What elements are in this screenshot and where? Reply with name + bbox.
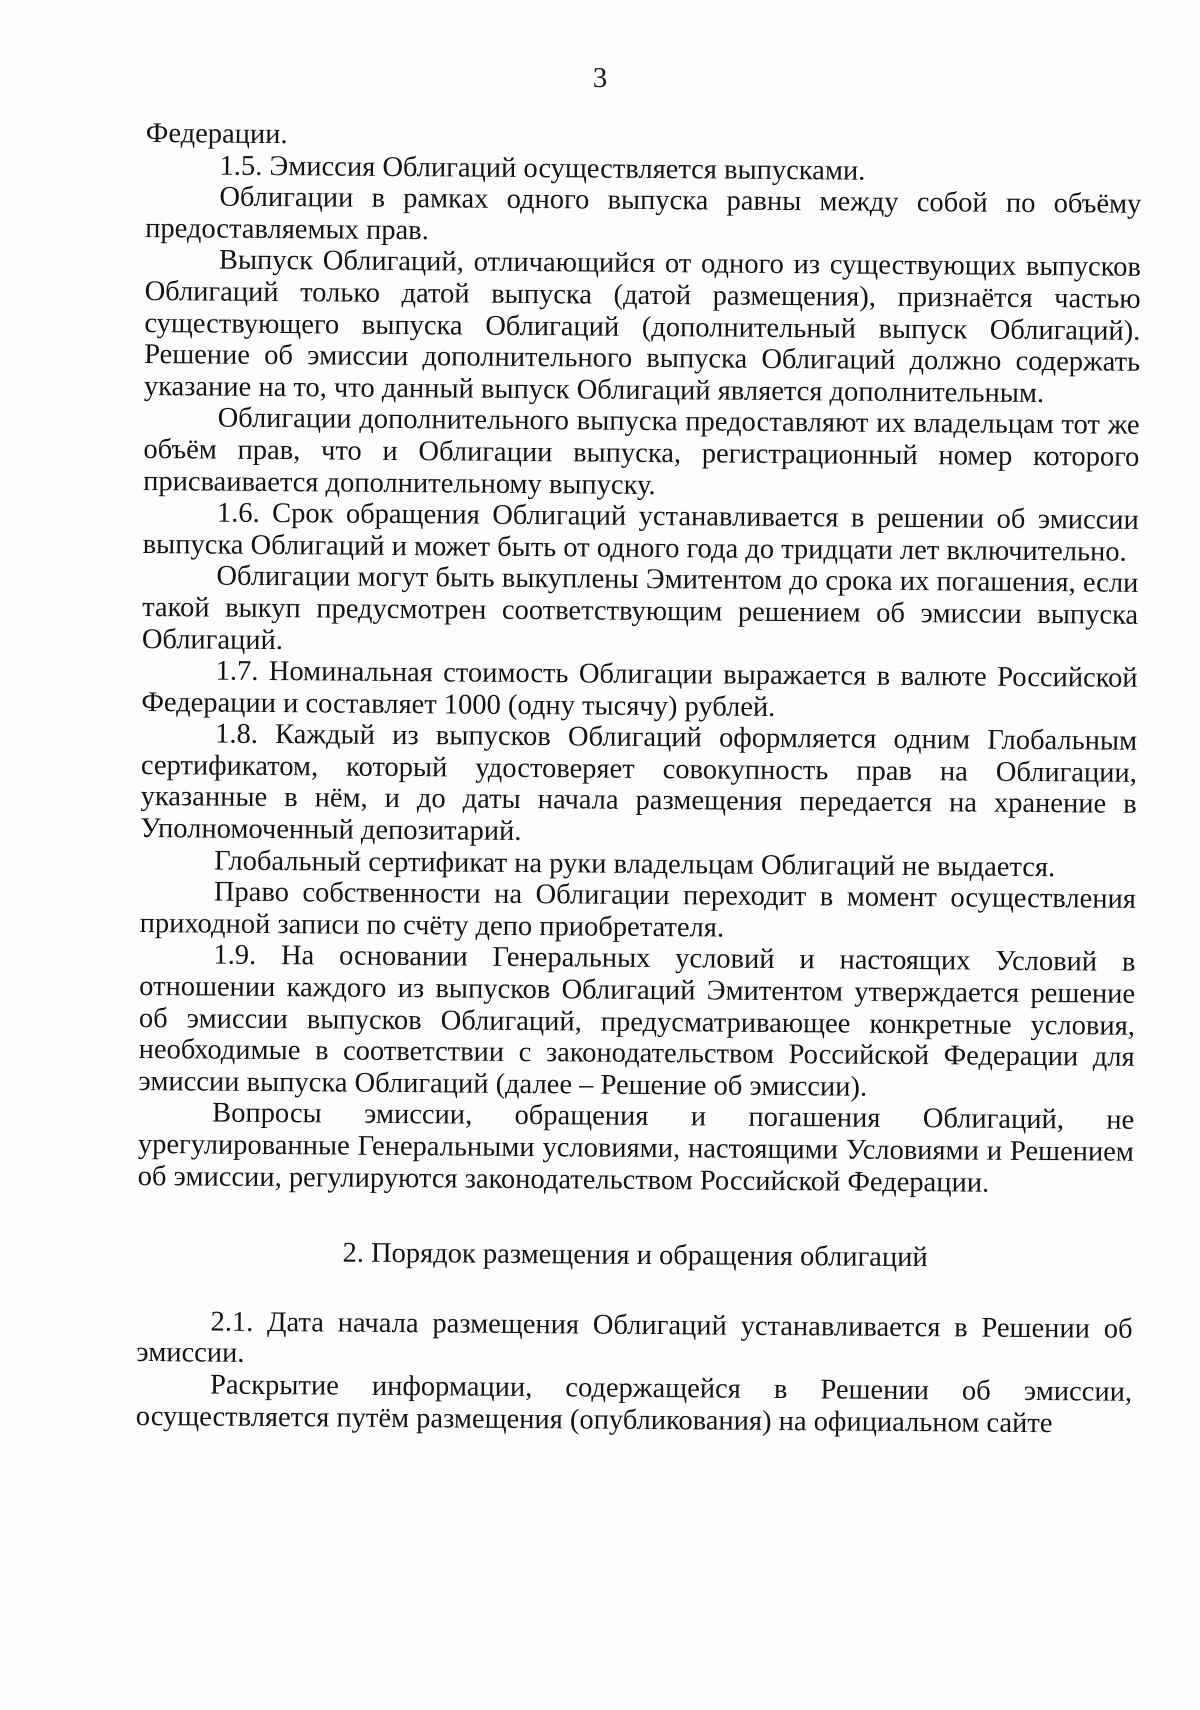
paragraph-1-8: 1.8. Каждый из выпусков Облигаций оформляется одним Глобальным сертификатом, который удостоверяет совокупность прав на Облигации, указанные в нём, и до даты начала размещения передается на хранение в Уполномоченный депозитарий.: [140, 718, 1138, 848]
paragraph: Раскрытие информации, содержащейся в Решении об эмиссии, осуществляется путём размещения (опубликования) на официальном сайте: [135, 1369, 1133, 1439]
document-body: [136, 118, 1142, 1440]
paragraph-2-1: 2.1. Дата начала размещения Облигаций устанавливается в Решении об эмиссии.: [136, 1306, 1133, 1370]
paragraph: Вопросы эмиссии, обращения и погашения Облигаций, не урегулированные Генеральными условиями, настоящими Условиями и Решением об эмиссии, регулируются законодательством Российской Федерации.: [137, 1097, 1135, 1199]
paragraph: Облигации могут быть выкуплены Эмитентом до срока их погашения, если такой выкуп предусмотрен соответствующим решением об эмиссии выпуска Облигаций.: [141, 560, 1139, 656]
section-heading: 2. Порядок размещения и обращения облигаций: [342, 1237, 928, 1274]
paragraph: Глобальный сертификат на руки владельцам Облигаций не выдается.: [214, 845, 1056, 883]
paragraph: Право собственности на Облигации переходит в момент осуществления приходной записи по счёту депо приобретателя.: [139, 876, 1137, 944]
paragraph: Облигации дополнительного выпуска предоставляют их владельцам тот же объём прав, что и Облигации выпуска, регистрационный номер которого присваивается дополнительному выпуску.: [143, 402, 1140, 501]
paragraph-continuation: Федерации.: [145, 118, 288, 151]
paragraph: Выпуск Облигаций, отличающийся от одного из существующих выпусков Облигаций только датой выпуска (датой размещения), признаётся частью существующего выпуска Облигаций (дополнительный выпуск Облигаций). Решение об эмиссии дополнительного выпуска Облигаций должно содержать указание на то, что данный выпуск Облигаций является дополнительным.: [143, 244, 1141, 409]
page-number: 3: [592, 62, 608, 94]
paragraph-1-6: 1.6. Срок обращения Облигаций устанавливается в решении об эмиссии выпуска Облигаций и может быть от одного года до тридцати лет включительно.: [142, 497, 1139, 568]
paragraph-1-9: 1.9. На основании Генеральных условий и настоящих Условий в отношении каждого из выпусков Облигаций Эмитентом утверждается решение об эмиссии выпусков Облигаций, предусматривающее конкретные условия, необходимые в соответствии с законодательством Российской Федерации для эмиссии выпуска Облигаций (далее – Решение об эмиссии).: [138, 939, 1136, 1103]
paragraph-1-5: 1.5. Эмиссия Облигаций осуществляется выпусками.: [219, 150, 866, 187]
paragraph-1-7: 1.7. Номинальная стоимость Облигации выражается в валюте Российской Федерации и составляет 1000 (одну тысячу) рублей.: [141, 655, 1138, 723]
paragraph: Облигации в рамках одного выпуска равны между собой по объёму предоставляемых прав.: [145, 181, 1142, 247]
